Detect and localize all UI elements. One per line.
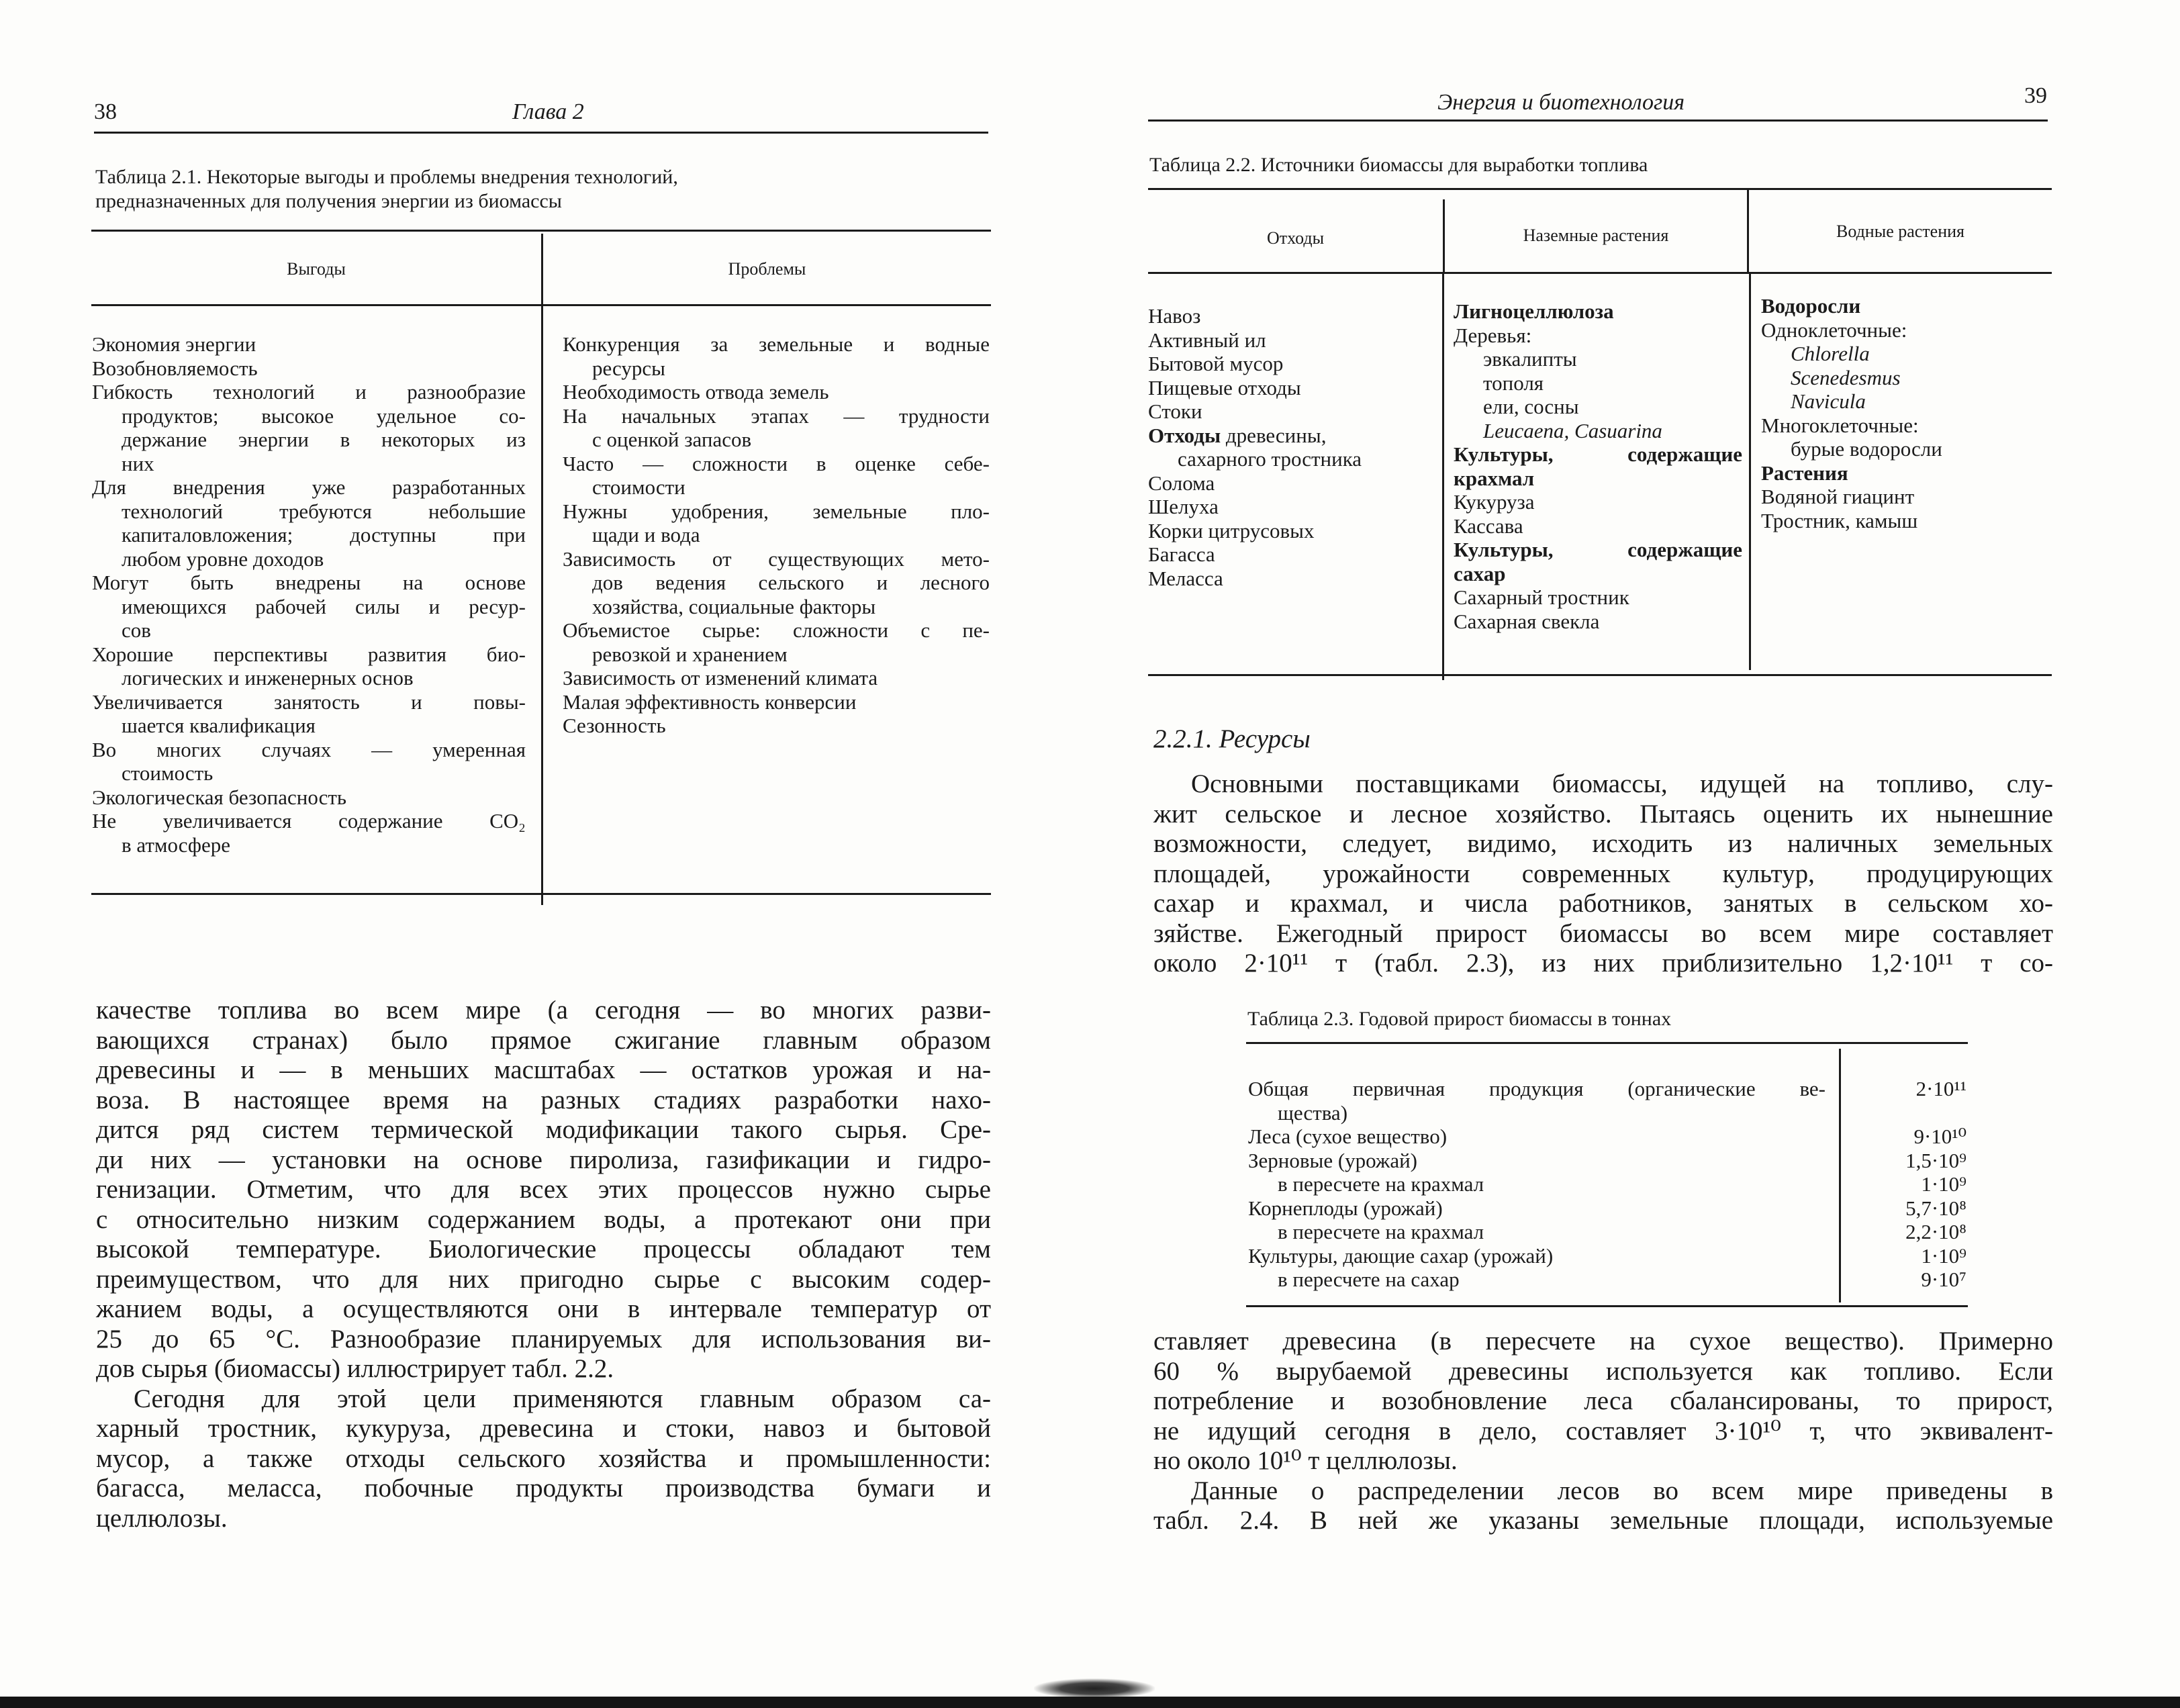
table-cell: Необходимость отвода земель [563,380,829,404]
bold-term: Культуры, [1454,442,1554,466]
caption-line: предназначенных для получения энергии из биомассы [95,190,562,212]
table-bottom-rule [91,893,991,895]
table-row [1248,1268,1966,1292]
table-cell: Навоз [1148,304,1201,328]
header-rule [1148,120,2048,122]
table-cell: любом уровне доходов [122,547,324,571]
scan-bottom-edge [0,1697,2180,1708]
text-line: жанием воды, а осуществляются они в интервале температур от [96,1294,991,1323]
table-cell: Для внедрения уже разработанных [92,475,526,499]
table-cell: Часто — сложности в оценке себе- [563,451,990,475]
table-cell: Шелуха [1148,495,1219,518]
table-cell: в атмосфере [122,833,231,857]
table-cell: На начальных этапах — трудности [563,404,990,428]
waste-column [1148,304,1437,590]
column-divider [1442,274,1444,680]
row-label: в пересчете на крахмал [1278,1220,1484,1243]
row-value: 9·10¹⁰ [1913,1125,1966,1148]
table-cell: Малая эффективность конверсии [563,690,857,714]
table-top-rule [1148,188,2052,190]
table-cell: Гибкость технологий и разнообразие [92,380,526,404]
table-cell: Зависимость от изменений климата [563,666,878,690]
text-line: около 2·10¹¹ т (табл. 2.3), из них приблизительно 1,2·10¹¹ т со- [1153,949,2053,978]
table-header-rule [91,304,991,306]
table-cell [1454,538,1742,562]
page-number: 39 [2024,83,2047,108]
table-cell: стоимость [122,761,214,785]
column-header-land: Наземные растения [1523,226,1669,245]
table-cell: Увеличивается занятость и повы- [92,690,526,714]
table-cell: Багасса [1148,542,1215,566]
bold-term: Отходы [1148,423,1221,447]
benefits-column [92,332,526,857]
column-header-waste: Отходы [1266,228,1325,248]
text-line: вающихся странах) было прямое сжигание главным образом [96,1025,991,1055]
table-cell: Водоросли [1761,294,1861,318]
table-cell: дов ведения сельского и лесного [592,571,990,594]
text-line: целлюлозы. [96,1503,228,1533]
table-cell: капиталовложения; доступны при [122,523,526,547]
table-row [1248,1196,1966,1221]
table-cell: Возобновляемость [92,356,258,380]
header-rule [94,132,988,134]
text-line: зяйстве. Ежегодный прирост биомассы во всем мире составляет [1153,918,2053,948]
table-cell: Scenedesmus [1791,365,1901,389]
text-line: но около 10¹⁰ т целлюлозы. [1153,1446,1458,1475]
table-cell: ели, сосны [1483,395,1579,418]
row-value: 2,2·10⁸ [1905,1220,1966,1243]
row-value: 2·10¹¹ [1915,1077,1966,1100]
text-line: ди них — установки на основе пиролиза, газификации и гидро- [96,1145,991,1174]
table-row [1248,1077,1966,1101]
table-cell: Могут быть внедрены на основе [92,571,526,594]
text-line: древесины и — в меньших масштабах — остатков урожая и на- [96,1055,991,1084]
caption-line: Таблица 2.1. Некоторые выгоды и проблемы внедрения технологий, [95,166,678,188]
text-line: багасса, меласса, побочные продукты производства бумаги и [96,1474,991,1503]
text-line: жит сельское и лесное хозяйство. Пытаясь оценить их нынешние [1153,799,2053,828]
table-cell: Сахарный тростник [1454,585,1629,609]
table-cell [1454,442,1742,467]
table-cell: Одноклеточные: [1761,318,1907,342]
body-text-bottom [1153,1327,2053,1536]
table-cell: шается квалификация [122,714,316,737]
body-text [96,996,991,1533]
table-cell: Кукуруза [1454,490,1535,514]
table-cell [1148,424,1437,448]
table-bottom-rule [1246,1305,1968,1307]
table-cell: Хорошие перспективы развития био- [92,642,526,666]
table-cell: Стоки [1148,399,1202,423]
table-header-rule [1148,272,2052,274]
table-cell: бурые водоросли [1791,437,1942,461]
right-page [1088,0,2180,1708]
table-cell: Chlorella [1791,342,1870,365]
table-cell: сахарного тростника [1178,447,1362,471]
text-line: качестве топлива во всем мире (а сегодня — во многих разви- [96,996,991,1025]
text-line: дится ряд систем термической модификации такого сырья. Сре- [96,1115,991,1144]
running-title: Глава 2 [512,99,584,124]
table-cell: хозяйства, социальные факторы [592,594,876,618]
table-cell: Растения [1761,461,1848,485]
table-caption: Таблица 2.3. Годовой прирост биомассы в тоннах [1247,1008,1672,1030]
table-cell: Leucaena, Casuarina [1483,418,1662,442]
row-label: в пересчете на сахар [1278,1268,1460,1291]
bold-term: содержащие [1627,538,1742,561]
table-top-rule [1246,1042,1968,1044]
row-value [1832,1101,1966,1125]
text-line: генизации. Отметим, что для всех этих процессов нужно сырье [96,1175,991,1204]
row-label: в пересчете на крахмал [1278,1172,1484,1196]
table-cell: Navicula [1791,389,1866,413]
table-cell: щади и вода [592,523,700,547]
column-header-problems: Проблемы [728,259,806,279]
table-cell: крахмал [1454,466,1535,490]
text-line: 25 до 65 °C. Разнообразие планируемых для использования ви- [96,1324,991,1354]
land-column [1454,299,1742,633]
row-label: щества) [1278,1100,1348,1125]
row-value: 1·10⁹ [1921,1243,1966,1268]
table-cell: стоимости [592,475,685,499]
left-page [0,0,1088,1708]
text-line: харный тростник, кукуруза, древесина и стоки, навоз и бытовой [96,1414,991,1443]
text-line: ставляет древесина (в пересчете на сухое вещество). Примерно [1153,1327,2053,1356]
text-line: сахар и крахмал, и числа работников, занятых в сельском хо- [1153,889,2053,918]
table-cell: них [122,451,154,475]
table-cell: Во многих случаях — умеренная [92,737,526,761]
bold-term: Культуры, [1454,538,1554,561]
table-cell: Объемистое сырье: сложности с пе- [563,618,990,642]
column-header-benefits: Выгоды [287,259,346,279]
text-line: площадей, урожайности современных культур, продуцирующих [1153,859,2053,888]
table-caption: Таблица 2.2. Источники биомассы для выработки топлива [1149,154,1648,176]
row-label: Культуры, дающие сахар (урожай) [1248,1243,1554,1268]
table-cell: Лигноцеллюлоза [1454,299,1614,323]
column-header-aquatic: Водные растения [1836,222,1964,241]
table-cell: Экономия энергии [92,332,256,356]
table-cell: ревозкой и хранением [592,642,788,666]
section-title: 2.2.1. Ресурсы [1153,724,1311,753]
table-cell: Солома [1148,471,1215,495]
text-line: 60 % вырубаемой древесины используется как топливо. Если [1153,1356,2053,1386]
text-line: с относительно низким содержанием воды, а протекают они при [96,1204,991,1234]
table-cell: Кассава [1454,514,1523,538]
table-cell: тополя [1483,371,1544,395]
table-cell: Деревья: [1454,323,1532,347]
table-cell: с оценкой запасов [592,428,752,451]
table-cell: Тростник, камыш [1761,508,1918,532]
row-label: Леса (сухое вещество) [1248,1125,1448,1148]
table-cell: Не увеличивается содержание CO₂ [92,809,526,833]
text-line: не идущий сегодня в дело, составляет 3·10¹⁰ т, что эквивалент- [1153,1416,2053,1445]
text-line: дов сырья (биомассы) иллюстрирует табл. 2.2. [96,1354,614,1383]
table-cell: Корки цитрусовых [1148,518,1315,542]
table-cell: Активный ил [1148,328,1266,352]
book-spine-shadow [1034,1678,1155,1699]
table-cell: Бытовой мусор [1148,352,1284,375]
row-value: 9·10⁷ [1921,1268,1966,1291]
table-rows [1248,1077,1966,1292]
table-cell: Нужны удобрения, земельные пло- [563,499,990,523]
body-text-top [1153,769,2053,979]
table-cell: Меласса [1148,566,1223,590]
text-line: табл. 2.4. В ней же указаны земельные площади, используемые [1153,1506,2053,1535]
text-line: воза. В настоящее время на разных стадиях разработки нахо- [96,1085,991,1114]
row-label: Корнеплоды (урожай) [1248,1196,1443,1220]
table-cell: ресурсы [592,356,665,380]
text-line: возможности, следует, видимо, исходить из наличных земельных [1153,829,2053,858]
table-cell: Зависимость от существующих мето- [563,547,990,571]
table-cell-text: древесины, [1225,423,1327,447]
table-cell: Пищевые отходы [1148,375,1301,399]
table-cell: Конкуренция за земельные и водные [563,332,990,356]
table-cell: логических и инженерных основ [122,666,414,690]
table-cell: Водяной гиацинт [1761,485,1915,508]
table-row [1248,1244,1966,1268]
row-value: 1,5·10⁹ [1905,1148,1966,1172]
table-caption [95,165,901,214]
text-line: потребление и возобновление леса сбалансированы, то прирост, [1153,1386,2053,1415]
table-cell: Экологическая безопасность [92,785,347,809]
text-line: Сегодня для этой цели применяются главным образом са- [134,1384,991,1413]
text-line: Основными поставщиками биомассы, идущей на топливо, слу- [1191,769,2053,798]
row-label: Общая первичная продукция (органические ве- [1248,1077,1826,1100]
column-divider [1749,274,1751,670]
text-line: высокой температуре. Биологические процессы обладают тем [96,1235,991,1264]
text-line: мусор, а также отходы сельского хозяйства и промышленности: [96,1443,991,1473]
table-cell: сов [122,618,151,642]
table-row [1248,1149,1966,1173]
table-column-divider [541,234,543,905]
text-line: Данные о распределении лесов во всем мире приведены в [1191,1476,2053,1505]
table-cell: Сахарная свекла [1454,609,1600,633]
table-bottom-rule [1148,674,2052,676]
table-cell: Сезонность [563,714,666,737]
table-row [1248,1101,1966,1125]
table-cell: эвкалипты [1483,347,1577,371]
row-label: Зерновые (урожай) [1248,1148,1417,1172]
table-row [1248,1172,1966,1196]
table-cell: продуктов; высокое удельное со- [122,404,526,428]
table-row [1248,1220,1966,1244]
table-cell: Многоклеточные: [1761,413,1919,437]
table-row [1248,1125,1966,1149]
aquatic-column [1761,294,2050,532]
table-top-rule [91,230,991,232]
table-cell: технологий требуются небольшие [122,499,526,523]
row-value: 5,7·10⁸ [1905,1196,1966,1220]
running-title: Энергия и биотехнология [1437,90,1685,115]
table-cell: сахар [1454,561,1506,585]
problems-column [563,332,990,738]
text-line: преимуществом, что для них пригодно сырье с высоким содер- [96,1264,991,1294]
table-cell: имеющихся рабочей силы и ресур- [122,594,526,618]
bold-term: содержащие [1627,442,1742,466]
page-number: 38 [94,99,117,124]
table-cell: держание энергии в некоторых из [122,428,526,451]
row-value: 1·10⁹ [1921,1172,1966,1196]
